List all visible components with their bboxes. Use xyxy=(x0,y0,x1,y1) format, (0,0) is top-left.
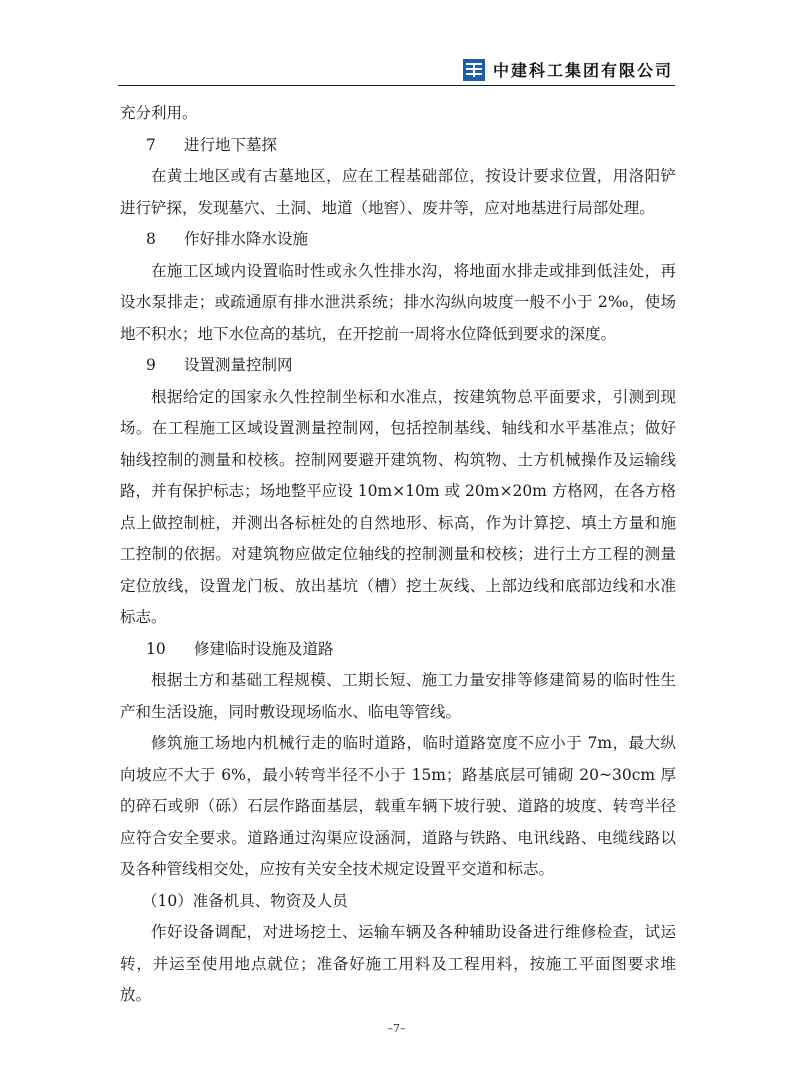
paragraph xyxy=(120,917,676,1012)
subsection-heading xyxy=(120,886,676,918)
paragraph xyxy=(120,161,676,224)
section-title: 设置测量控制网 xyxy=(184,356,293,374)
paragraph-text: 作好设备调配，对进场挖土、运输车辆及各种辅助设备进行维修检查，试运转，并运至使用地点就位；准备好施工用料及工程用料，按施工平面图要求堆放。 xyxy=(120,923,676,1004)
paragraph-text: 在黄土地区或有古墓地区，应在工程基础部位，按设计要求位置，用洛阳铲进行铲探，发现墓穴、土洞、地道（地窖）、废井等，应对地基进行局部处理。 xyxy=(120,167,676,217)
section-number: 8 xyxy=(146,230,156,248)
paragraph-text: 根据土方和基础工程规模、工期长短、施工力量安排等修建简易的临时性生产和生活设施，同时敷设现场临水、临电等管线。 xyxy=(120,671,676,721)
section-title: 作好排水降水设施 xyxy=(184,230,309,248)
paragraph-text: 修筑施工场地内机械行走的临时道路，临时道路宽度不应小于 7m，最大纵向坡应不大于 6%，最小转弯半径不小于 15m；路基底层可铺砌 20~30cm 厚的碎石或卵（砾）石层作路面基层，载重车辆下坡行驶、道路的坡度、转弯半径应符合安全要求。道路通过沟渠应设涵洞，道路与铁路、电讯线路、电缆线路以及各种管线相交处，应按有关安全技术规定设置平交道和标志。 xyxy=(120,734,676,878)
page-number: –7– xyxy=(387,1022,406,1035)
paragraph xyxy=(120,98,676,130)
paragraph-text: 充分利用。 xyxy=(120,104,198,122)
paragraph xyxy=(120,382,676,634)
section-title: 修建临时设施及道路 xyxy=(194,639,334,658)
subsection-title: （10）准备机具、物资及人员 xyxy=(142,891,348,910)
section-title: 进行地下墓探 xyxy=(184,135,278,154)
company-logo-icon xyxy=(463,59,485,81)
section-number: 7 xyxy=(146,135,156,154)
page-header xyxy=(463,58,673,81)
section-heading xyxy=(120,350,676,382)
paragraph-text: 根据给定的国家永久性控制坐标和水准点，按建筑物总平面要求，引测到现场。在工程施工区域设置测量控制网，包括控制基线、轴线和水平基准点；做好轴线控制的测量和校核。控制网要避开建筑物、构筑物、土方机械操作及运输线路，并有保护标志；场地整平应设 10m×10m 或 20m×20m 方格网，在各方格点上做控制桩，并测出各标桩处的自然地形、标高，作为计算挖、填土方量和施工控制的依据。对建筑物应做定位轴线的控制测量和校核；进行土方工程的测量定位放线，设置龙门板、放出基坑（槽）挖土灰线、上部边线和底部边线和水准标志。 xyxy=(120,387,676,626)
section-number: 9 xyxy=(146,356,156,374)
paragraph xyxy=(120,665,676,728)
section-number: 10 xyxy=(146,639,166,658)
paragraph xyxy=(120,728,676,886)
document-body xyxy=(120,98,676,1012)
header-rule xyxy=(118,85,675,86)
section-heading xyxy=(120,130,676,162)
section-heading xyxy=(120,224,676,256)
paragraph xyxy=(120,256,676,351)
paragraph-text: 在施工区域内设置临时性或永久性排水沟，将地面水排走或排到低洼处，再设水泵排走；或疏通原有排水泄洪系统；排水沟纵向坡度一般不小于 2‰，使场地不积水；地下水位高的基坑，在开挖前一周将水位降低到要求的深度。 xyxy=(120,261,676,343)
section-heading xyxy=(120,634,676,666)
company-name: 中建科工集团有限公司 xyxy=(492,61,673,80)
